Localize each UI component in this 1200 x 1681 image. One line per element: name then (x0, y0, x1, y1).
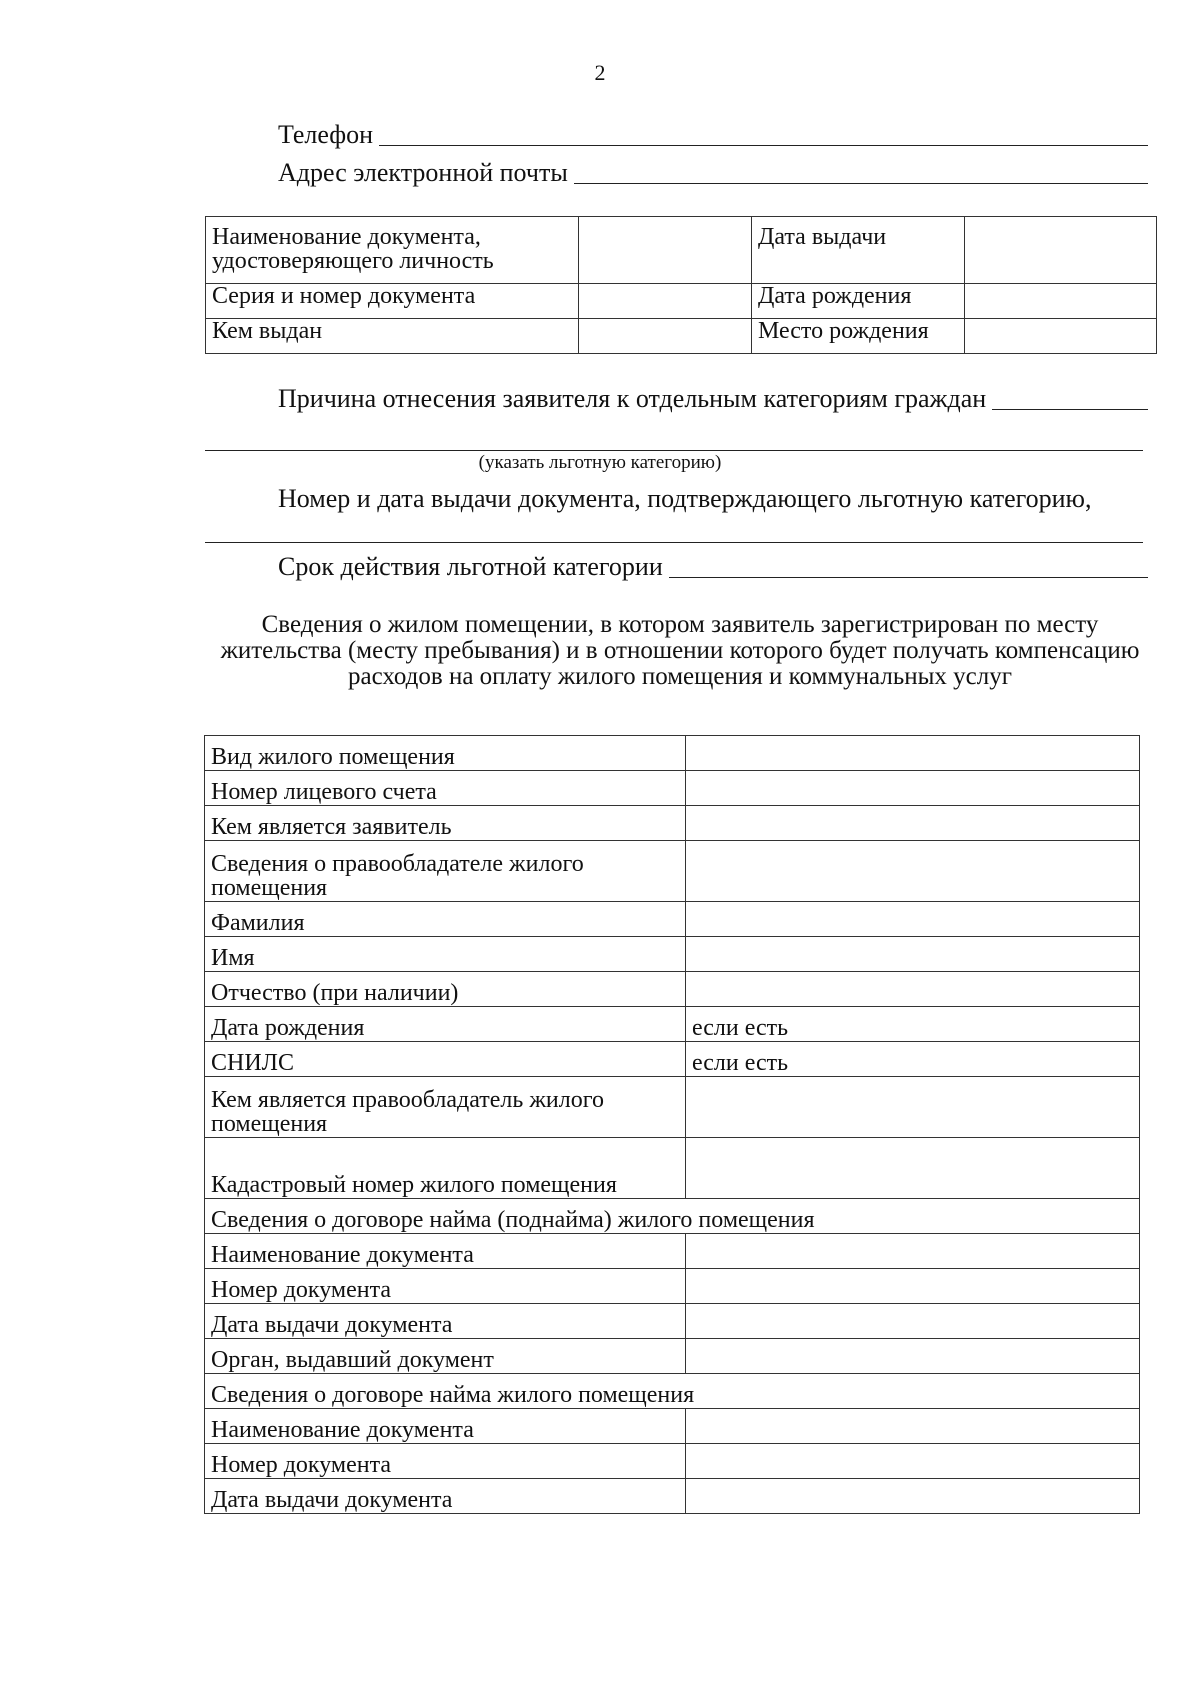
housing-section-heading: Сведения о жилом помещении, в котором заявитель зарегистрирован по месту жительства (месту пребывания) и в отношении которого будет получать компенсацию расходов на оплату жилого помещения и коммунальных услуг (220, 611, 1140, 690)
email-input-line[interactable] (574, 161, 1148, 184)
housing-row-value[interactable] (686, 972, 1140, 1007)
housing-section-row: Сведения о договоре найма жилого помещения (205, 1374, 1140, 1409)
housing-row-value[interactable] (686, 1269, 1140, 1304)
doc-name-value[interactable] (579, 217, 752, 284)
housing-row-value[interactable] (686, 736, 1140, 771)
series-number-label: Серия и номер документа (206, 284, 579, 319)
housing-row-value[interactable] (686, 902, 1140, 937)
birth-place-label: Место рождения (752, 319, 965, 354)
housing-row-value[interactable]: если есть (686, 1007, 1140, 1042)
housing-row-label: Номер документа (205, 1269, 686, 1304)
housing-row-label: Дата рождения (205, 1007, 686, 1042)
phone-field[interactable] (278, 120, 1148, 150)
phone-input-line[interactable] (379, 123, 1148, 146)
housing-row-label: Имя (205, 937, 686, 972)
housing-row-label: СНИЛС (205, 1042, 686, 1077)
housing-row-label: Орган, выдавший документ (205, 1339, 686, 1374)
housing-info-table (204, 735, 1140, 1514)
benefit-doc-label: Номер и дата выдачи документа, подтверждающего льготную категорию, (278, 484, 1092, 513)
housing-row-value[interactable] (686, 1304, 1140, 1339)
issue-date-value[interactable] (965, 217, 1157, 284)
housing-row-value[interactable] (686, 1444, 1140, 1479)
housing-row-label: Кем является правообладатель жилого помещения (205, 1077, 686, 1138)
email-label: Адрес электронной почты (278, 158, 568, 187)
housing-row-label: Кадастровый номер жилого помещения (205, 1138, 686, 1199)
doc-name-label: Наименование документа, удостоверяющего личность (206, 217, 579, 284)
housing-row-value[interactable] (686, 771, 1140, 806)
housing-row-value[interactable] (686, 806, 1140, 841)
housing-row-value[interactable] (686, 1234, 1140, 1269)
series-number-value[interactable] (579, 284, 752, 319)
housing-row-label: Отчество (при наличии) (205, 972, 686, 1007)
housing-row-value[interactable] (686, 1077, 1140, 1138)
page-number: 2 (594, 60, 606, 85)
housing-row-value[interactable] (686, 1339, 1140, 1374)
housing-row-value[interactable] (686, 1138, 1140, 1199)
benefit-validity-label: Срок действия льготной категории (278, 552, 663, 581)
housing-row-label: Номер лицевого счета (205, 771, 686, 806)
benefit-validity-input-line[interactable] (669, 555, 1148, 578)
housing-row-label: Дата выдачи документа (205, 1304, 686, 1339)
benefit-reason-hint: (указать льготную категорию) (478, 452, 722, 473)
housing-row-value[interactable]: если есть (686, 1042, 1140, 1077)
housing-row-value[interactable] (686, 937, 1140, 972)
housing-section-row: Сведения о договоре найма (поднайма) жилого помещения (205, 1199, 1140, 1234)
housing-row-value[interactable] (686, 1479, 1140, 1514)
housing-row-label: Сведения о правообладателе жилого помещения (205, 841, 686, 902)
email-field[interactable] (278, 158, 1148, 188)
housing-row-label: Фамилия (205, 902, 686, 937)
housing-row-label: Наименование документа (205, 1409, 686, 1444)
issued-by-value[interactable] (579, 319, 752, 354)
benefit-reason-field[interactable] (278, 384, 1148, 414)
issue-date-label: Дата выдачи (752, 217, 965, 284)
housing-row-label: Вид жилого помещения (205, 736, 686, 771)
identity-document-table (205, 216, 1157, 354)
housing-row-label: Наименование документа (205, 1234, 686, 1269)
housing-row-label: Кем является заявитель (205, 806, 686, 841)
housing-row-value[interactable] (686, 841, 1140, 902)
benefit-doc-input-line[interactable] (205, 542, 1143, 543)
housing-row-label: Дата выдачи документа (205, 1479, 686, 1514)
birth-place-value[interactable] (965, 319, 1157, 354)
benefit-reason-continuation-line[interactable] (205, 450, 1143, 451)
birth-date-value[interactable] (965, 284, 1157, 319)
benefit-validity-field[interactable] (278, 552, 1148, 582)
benefit-reason-label: Причина отнесения заявителя к отдельным категориям граждан (278, 384, 987, 413)
issued-by-label: Кем выдан (206, 319, 579, 354)
housing-row-label: Номер документа (205, 1444, 686, 1479)
phone-label: Телефон (278, 120, 374, 149)
benefit-reason-input-line[interactable] (992, 387, 1148, 410)
housing-row-value[interactable] (686, 1409, 1140, 1444)
birth-date-label: Дата рождения (752, 284, 965, 319)
